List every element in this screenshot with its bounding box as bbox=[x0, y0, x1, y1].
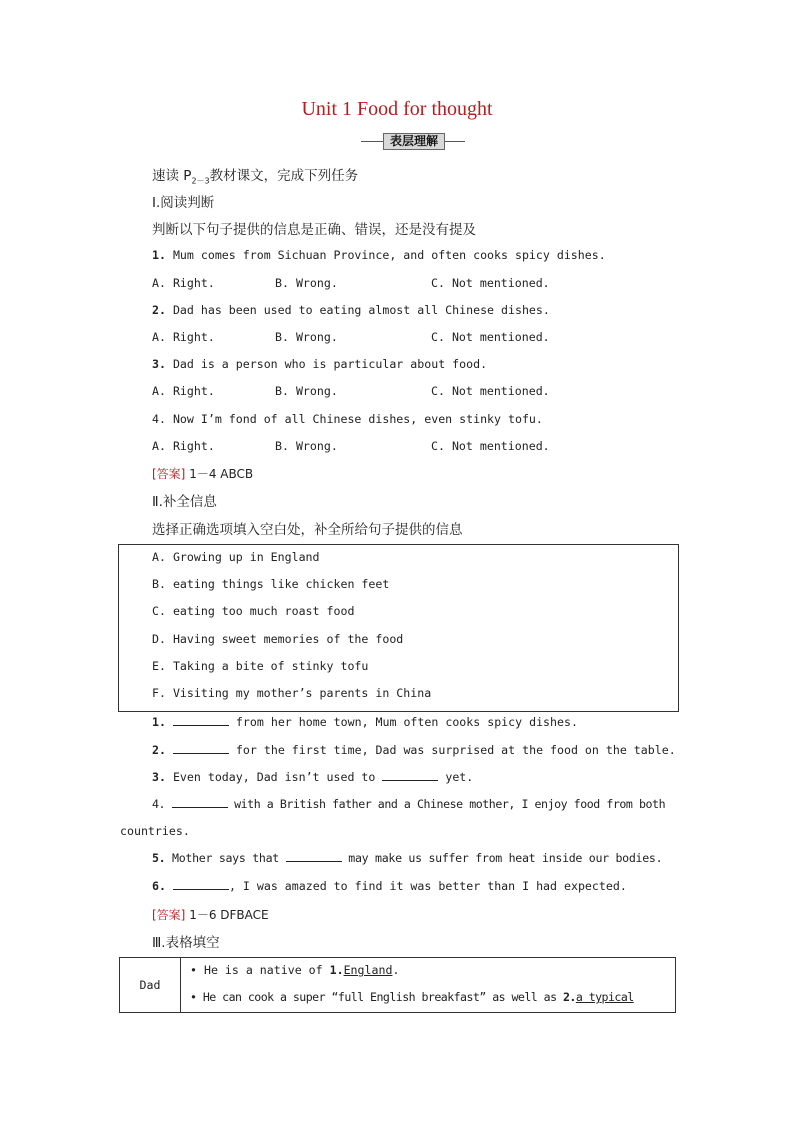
question-number: 4. bbox=[152, 412, 166, 426]
sentence-number: 5. bbox=[152, 851, 166, 865]
choice-d: D. Having sweet memories of the food bbox=[152, 632, 404, 646]
question-text: Now I’m fond of all Chinese dishes, even stinky tofu. bbox=[165, 412, 543, 426]
q2-option-c: C. Not mentioned. bbox=[431, 330, 550, 344]
sentence-post: with a British father and a Chinese mother, I enjoy food from both bbox=[227, 797, 666, 811]
answer-text: 1－4 ABCB bbox=[185, 467, 254, 481]
sentence-pre: Mother says that bbox=[165, 851, 286, 865]
badge-rule-left bbox=[361, 141, 383, 142]
answer-tag: [答案] bbox=[152, 467, 186, 481]
intro-line bbox=[152, 164, 358, 187]
sentence-post: may make us suffer from heat inside our bodies. bbox=[341, 851, 663, 865]
q4-option-c: C. Not mentioned. bbox=[431, 439, 550, 453]
row-text-end: . bbox=[392, 963, 400, 977]
answer-blank[interactable] bbox=[172, 797, 228, 808]
sentence-post: yet. bbox=[438, 770, 474, 784]
question-text: Dad is a person who is particular about food. bbox=[165, 357, 488, 371]
q2-option-b: B. Wrong. bbox=[275, 330, 338, 344]
answer-blank[interactable] bbox=[173, 879, 229, 890]
row-number: 1. bbox=[329, 963, 344, 977]
page-title: Unit 1 Food for thought bbox=[301, 98, 493, 120]
section1-answer bbox=[152, 465, 253, 482]
answer-blank[interactable] bbox=[173, 743, 229, 754]
section2-instruction: 选择正确选项填入空白处，补全所给句子提供的信息 bbox=[152, 522, 463, 538]
intro-sub: 2－3 bbox=[191, 176, 210, 186]
fill-sentence-6 bbox=[152, 879, 627, 893]
row-fill-answer: a typical bbox=[575, 990, 634, 1004]
question-number: 1. bbox=[152, 248, 166, 262]
choice-c: C. eating too much roast food bbox=[152, 604, 355, 618]
fill-sentence-1 bbox=[152, 715, 578, 729]
q2-option-a: A. Right. bbox=[152, 330, 215, 344]
badge-rule-right bbox=[445, 141, 465, 142]
question-2 bbox=[152, 303, 550, 317]
answer-blank[interactable] bbox=[382, 770, 438, 781]
section3-heading: Ⅲ.表格填空 bbox=[152, 935, 220, 951]
q3-option-a: A. Right. bbox=[152, 384, 215, 398]
choice-e: E. Taking a bite of stinky tofu bbox=[152, 659, 369, 673]
question-number: 2. bbox=[152, 303, 166, 317]
sentence-pre: Even today, Dad isn’t used to bbox=[165, 770, 383, 784]
sentence-number: 1. bbox=[152, 715, 166, 729]
question-text: Dad has been used to eating almost all Chinese dishes. bbox=[165, 303, 550, 317]
q1-option-c: C. Not mentioned. bbox=[431, 276, 550, 290]
sentence-number: 6. bbox=[152, 879, 166, 893]
intro-post: 教材课文，完成下列任务 bbox=[209, 168, 359, 184]
row-text: • He can cook a super “full English breakfast” as well as bbox=[190, 990, 563, 1004]
table-row-label: Dad bbox=[120, 958, 181, 1012]
answer-blank[interactable] bbox=[286, 851, 342, 862]
section1-heading: Ⅰ.阅读判断 bbox=[152, 195, 215, 211]
question-3 bbox=[152, 357, 487, 371]
section2-answer bbox=[152, 906, 269, 923]
fill-sentence-4 bbox=[152, 797, 665, 811]
answer-text: 1－6 DFBACE bbox=[185, 908, 269, 922]
sentence-number: 3. bbox=[152, 770, 166, 784]
q3-option-b: B. Wrong. bbox=[275, 384, 338, 398]
fill-table bbox=[119, 957, 676, 1013]
q4-option-b: B. Wrong. bbox=[275, 439, 338, 453]
sentence-post: from her home town, Mum often cooks spicy dishes. bbox=[228, 715, 578, 729]
question-4 bbox=[152, 412, 543, 426]
choice-a: A. Growing up in England bbox=[152, 550, 320, 564]
question-text: Mum comes from Sichuan Province, and often cooks spicy dishes. bbox=[165, 248, 606, 262]
fill-sentence-4-wrap: countries. bbox=[120, 824, 190, 838]
row-fill-answer: England bbox=[343, 963, 393, 977]
q1-option-b: B. Wrong. bbox=[275, 276, 338, 290]
section2-heading: Ⅱ.补全信息 bbox=[152, 494, 217, 510]
table-row-2 bbox=[190, 990, 634, 1004]
table-row-1 bbox=[190, 963, 399, 977]
fill-sentence-3 bbox=[152, 770, 473, 784]
row-number: 2. bbox=[562, 990, 576, 1004]
fill-sentence-5 bbox=[152, 851, 662, 865]
sentence-number: 2. bbox=[152, 743, 166, 757]
answer-blank[interactable] bbox=[173, 715, 229, 726]
sentence-pre bbox=[166, 743, 173, 757]
sentence-pre bbox=[166, 715, 173, 729]
intro-pre: 速读 P bbox=[152, 168, 192, 184]
choice-f: F. Visiting my mother’s parents in China bbox=[152, 686, 432, 700]
sentence-post: for the first time, Dad was surprised at the food on the table. bbox=[228, 743, 676, 757]
section-badge bbox=[361, 133, 465, 149]
row-text: • He is a native of bbox=[190, 963, 330, 977]
q3-option-c: C. Not mentioned. bbox=[431, 384, 550, 398]
answer-tag: [答案] bbox=[152, 908, 186, 922]
badge-label: 表层理解 bbox=[383, 133, 445, 150]
section1-instruction: 判断以下句子提供的信息是正确、错误，还是没有提及 bbox=[152, 222, 476, 238]
question-1 bbox=[152, 248, 606, 262]
q1-option-a: A. Right. bbox=[152, 276, 215, 290]
fill-sentence-2 bbox=[152, 743, 676, 757]
question-number: 3. bbox=[152, 357, 166, 371]
sentence-pre bbox=[166, 879, 173, 893]
sentence-post: , I was amazed to find it was better than I had expected. bbox=[228, 879, 627, 893]
sentence-number: 4. bbox=[152, 797, 166, 811]
choice-b: B. eating things like chicken feet bbox=[152, 577, 390, 591]
q4-option-a: A. Right. bbox=[152, 439, 215, 453]
